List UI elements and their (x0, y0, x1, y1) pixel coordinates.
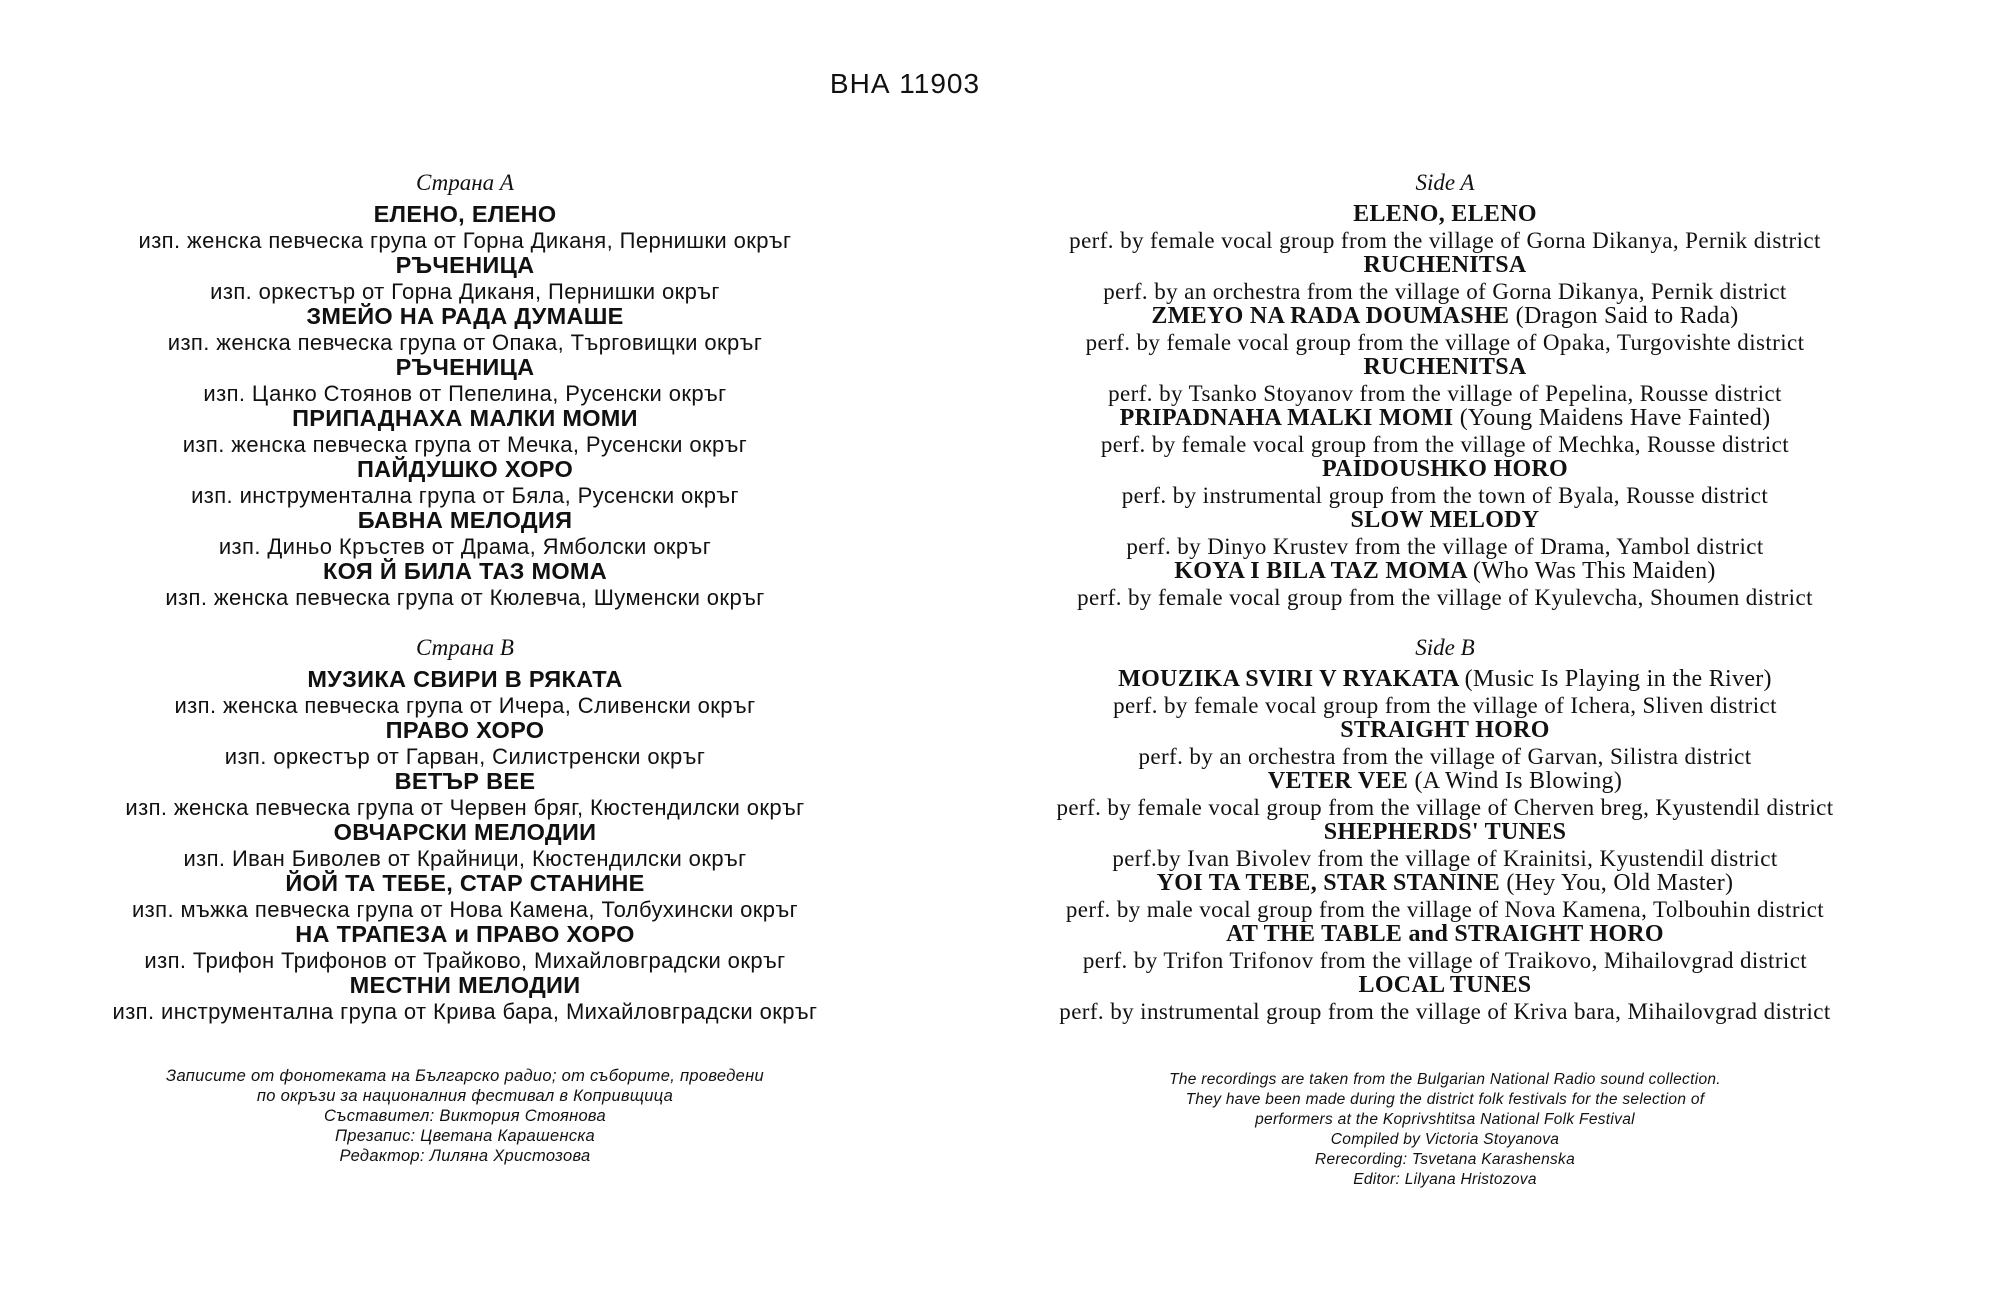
track-entry (965, 559, 1925, 610)
track-title (965, 457, 1925, 483)
english-credits (965, 1070, 1925, 1190)
english-side-b (965, 633, 1925, 1024)
track-title (965, 769, 1925, 795)
track-title: РЪЧЕНИЦА (395, 252, 535, 278)
credit-line: Rerecording: Tsvetana Karashenska (1314, 1151, 1576, 1168)
track-title (965, 820, 1925, 846)
track-entry (965, 406, 1925, 457)
track-entry (20, 667, 910, 718)
bulgarian-credits (20, 1066, 910, 1166)
track-performer: изп. Трифон Трифонов от Трайково, Михайловградски окръг (144, 947, 786, 973)
track-performer: изп. инструментална група от Бяла, Русенски окръг (191, 482, 739, 508)
track-title (965, 973, 1925, 999)
track-entry (965, 355, 1925, 406)
track-performer: perf. by instrumental group from the town of Byala, Rousse district (1121, 482, 1769, 508)
track-entry (20, 922, 910, 973)
track-performer: изп. мъжка певческа група от Нова Камена, Толбухински окръг (131, 896, 799, 922)
credit-line: Compiled by Victoria Stoyanova (1330, 1131, 1560, 1148)
credit-line: Editor: Lilyana Hristozova (1353, 1171, 1537, 1188)
track-entry (965, 820, 1925, 871)
track-entry (965, 304, 1925, 355)
track-title (965, 304, 1925, 330)
track-title-text: YOI TA TEBE, STAR STANINE (1156, 870, 1501, 896)
track-performer: perf. by female vocal group from the village of Kyulevcha, Shoumen district (1077, 584, 1813, 610)
track-title-text: STRAIGHT HORO (1340, 717, 1550, 743)
credit-line: Съставител: Виктория Стоянова (324, 1107, 606, 1125)
track-entry (20, 253, 910, 304)
track-performer: изп. женска певческа група от Горна Диканя, Пернишки окръг (138, 227, 792, 253)
track-title-text: PAIDOUSHKO HORO (1321, 456, 1569, 482)
credit-line: The recordings are taken from the Bulgarian National Radio sound collection. (1169, 1071, 1721, 1088)
track-entry (20, 508, 910, 559)
track-title: МУЗИКА СВИРИ В РЯКАТА (307, 666, 623, 692)
track-title-text: MOUZIKA SVIRI V RYAKATA (1118, 666, 1459, 692)
track-title-text: KOYA I BILA TAZ MOMA (1174, 558, 1467, 584)
track-entry (965, 871, 1925, 922)
track-performer: perf. by female vocal group from the village of Ichera, Sliven district (1113, 692, 1777, 718)
credit-line: Записите от фонотеката на Българско радио; от съборите, проведени (166, 1067, 764, 1085)
track-entry (20, 718, 910, 769)
track-performer: изп. женска певческа група от Червен бряг, Кюстендилски окръг (125, 794, 805, 820)
track-title: ЕЛЕНО, ЕЛЕНО (373, 201, 557, 227)
track-entry (965, 922, 1925, 973)
track-entry (20, 406, 910, 457)
track-entry (20, 871, 910, 922)
track-entry (20, 973, 910, 1024)
side-heading: Side A (1415, 170, 1475, 195)
track-title: ЙОЙ ТА ТЕБЕ, СТАР СТАНИНЕ (285, 870, 645, 896)
track-performer: изп. оркестър от Гарван, Силистренски окръг (224, 743, 706, 769)
track-title-text: RUCHENITSA (1363, 252, 1527, 278)
track-performer: изп. Иван Биволев от Крайници, Кюстендилски окръг (183, 845, 747, 871)
track-entry (20, 820, 910, 871)
track-performer: изп. Цанко Стоянов от Пепелина, Русенски окръг (203, 380, 727, 406)
track-title: БАВНА МЕЛОДИЯ (357, 507, 573, 533)
track-title-text: VETER VEE (1267, 768, 1409, 794)
track-subtitle: (A Wind Is Blowing) (1414, 768, 1623, 794)
bulgarian-side-a (20, 168, 910, 610)
track-entry (20, 559, 910, 610)
track-entry (965, 457, 1925, 508)
track-title-text: RUCHENITSA (1363, 354, 1527, 380)
track-title: РЪЧЕНИЦА (395, 354, 535, 380)
track-title (965, 559, 1925, 585)
track-entry (965, 973, 1925, 1024)
track-title (965, 202, 1925, 228)
track-title: НА ТРАПЕЗА и ПРАВО ХОРО (295, 921, 635, 947)
track-performer: изп. женска певческа група от Ичера, Сливенски окръг (174, 692, 756, 718)
track-title (965, 718, 1925, 744)
track-title-text: ZMEYO NA RADA DOUMASHE (1151, 303, 1510, 329)
track-title: ЗМЕЙО НА РАДА ДУМАШЕ (306, 303, 624, 329)
credit-line: performers at the Koprivshtitsa National Folk Festival (1255, 1111, 1635, 1128)
track-title: ПАЙДУШКО ХОРО (356, 456, 574, 482)
track-performer: perf. by an orchestra from the village of Garvan, Silistra district (1138, 743, 1752, 769)
track-performer: изп. женска певческа група от Мечка, Русенски окръг (182, 431, 748, 457)
track-entry (965, 202, 1925, 253)
side-heading: Страна А (416, 170, 514, 195)
side-heading: Side B (1415, 635, 1475, 660)
track-performer: perf. by an orchestra from the village of Gorna Dikanya, Pernik district (1103, 278, 1787, 304)
track-title-text: ELENO, ELENO (1353, 201, 1537, 227)
track-performer: perf. by Dinyo Krustev from the village of Drama, Yambol district (1126, 533, 1764, 559)
track-title (965, 253, 1925, 279)
track-title (965, 922, 1925, 948)
track-performer: изп. оркестър от Горна Диканя, Пернишки окръг (210, 278, 720, 304)
track-performer: изп. женска певческа група от Опака, Търговищки окръг (167, 329, 763, 355)
track-performer: perf.by Ivan Bivolev from the village of Krainitsi, Kyustendil district (1112, 845, 1778, 871)
credit-line: Презапис: Цветана Карашенска (335, 1127, 595, 1145)
track-title-text: SHEPHERDS' TUNES (1323, 819, 1567, 845)
track-entry (965, 508, 1925, 559)
track-title-text: LOCAL TUNES (1358, 972, 1532, 998)
track-title (965, 871, 1925, 897)
credit-line: Редактор: Лиляна Христозова (339, 1147, 591, 1165)
track-subtitle: (Dragon Said to Rada) (1515, 303, 1739, 329)
track-title (965, 508, 1925, 534)
track-title (965, 667, 1925, 693)
track-title-text: AT THE TABLE and STRAIGHT HORO (1226, 921, 1664, 947)
side-heading: Страна В (416, 635, 514, 660)
track-title: ПРИПАДНАХА МАЛКИ МОМИ (292, 405, 638, 431)
track-subtitle: (Hey You, Old Master) (1506, 870, 1734, 896)
track-performer: perf. by female vocal group from the village of Opaka, Turgovishte district (1085, 329, 1805, 355)
track-entry (965, 667, 1925, 718)
track-title: КОЯ Й БИЛА ТАЗ МОМА (322, 558, 608, 584)
bulgarian-side-b (20, 633, 910, 1024)
track-title (965, 355, 1925, 381)
track-performer: perf. by female vocal group from the village of Mechka, Rousse district (1100, 431, 1790, 457)
track-title-text: SLOW MELODY (1350, 507, 1540, 533)
track-subtitle: (Who Was This Maiden) (1472, 558, 1716, 584)
track-entry (965, 253, 1925, 304)
track-title: ОВЧАРСКИ МЕЛОДИИ (333, 819, 597, 845)
track-entry (20, 355, 910, 406)
track-entry (20, 769, 910, 820)
track-title: МЕСТНИ МЕЛОДИИ (349, 972, 581, 998)
track-title: ВЕТЪР ВЕЕ (394, 768, 536, 794)
track-entry (965, 769, 1925, 820)
track-title (965, 406, 1925, 432)
track-title: ПРАВО ХОРО (385, 717, 545, 743)
track-performer: perf. by female vocal group from the village of Cherven breg, Kyustendil district (1056, 794, 1834, 820)
track-entry (20, 202, 910, 253)
track-subtitle: (Young Maidens Have Fainted) (1459, 405, 1771, 431)
track-performer: изп. инструментална група от Крива бара, Михайловградски окръг (112, 998, 818, 1024)
bulgarian-track-list (20, 168, 910, 1024)
track-subtitle: (Music Is Playing in the River) (1464, 666, 1772, 692)
track-performer: perf. by female vocal group from the village of Gorna Dikanya, Pernik district (1069, 227, 1821, 253)
track-title-text: PRIPADNAHA MALKI MOMI (1119, 405, 1454, 431)
track-performer: perf. by male vocal group from the village of Nova Kamena, Tolbouhin district (1065, 896, 1825, 922)
track-performer: perf. by Tsanko Stoyanov from the village of Pepelina, Rousse district (1108, 380, 1782, 406)
track-performer: изп. женска певческа група от Кюлевча, Шуменски окръг (165, 584, 765, 610)
track-entry (20, 304, 910, 355)
track-performer: изп. Диньо Кръстев от Драма, Ямболски окръг (218, 533, 712, 559)
credit-line: They have been made during the district folk festivals for the selection of (1185, 1091, 1705, 1108)
english-track-list (965, 168, 1925, 1024)
catalog-number: ВНА 11903 (829, 68, 981, 99)
english-side-a (965, 168, 1925, 610)
track-entry (965, 718, 1925, 769)
credit-line: по окръзи за националния фестивал в Копривщица (256, 1087, 674, 1105)
track-entry (20, 457, 910, 508)
track-performer: perf. by Trifon Trifonov from the village of Traikovo, Mihailovgrad district (1082, 947, 1808, 973)
track-performer: perf. by instrumental group from the village of Kriva bara, Mihailovgrad district (1059, 998, 1831, 1024)
